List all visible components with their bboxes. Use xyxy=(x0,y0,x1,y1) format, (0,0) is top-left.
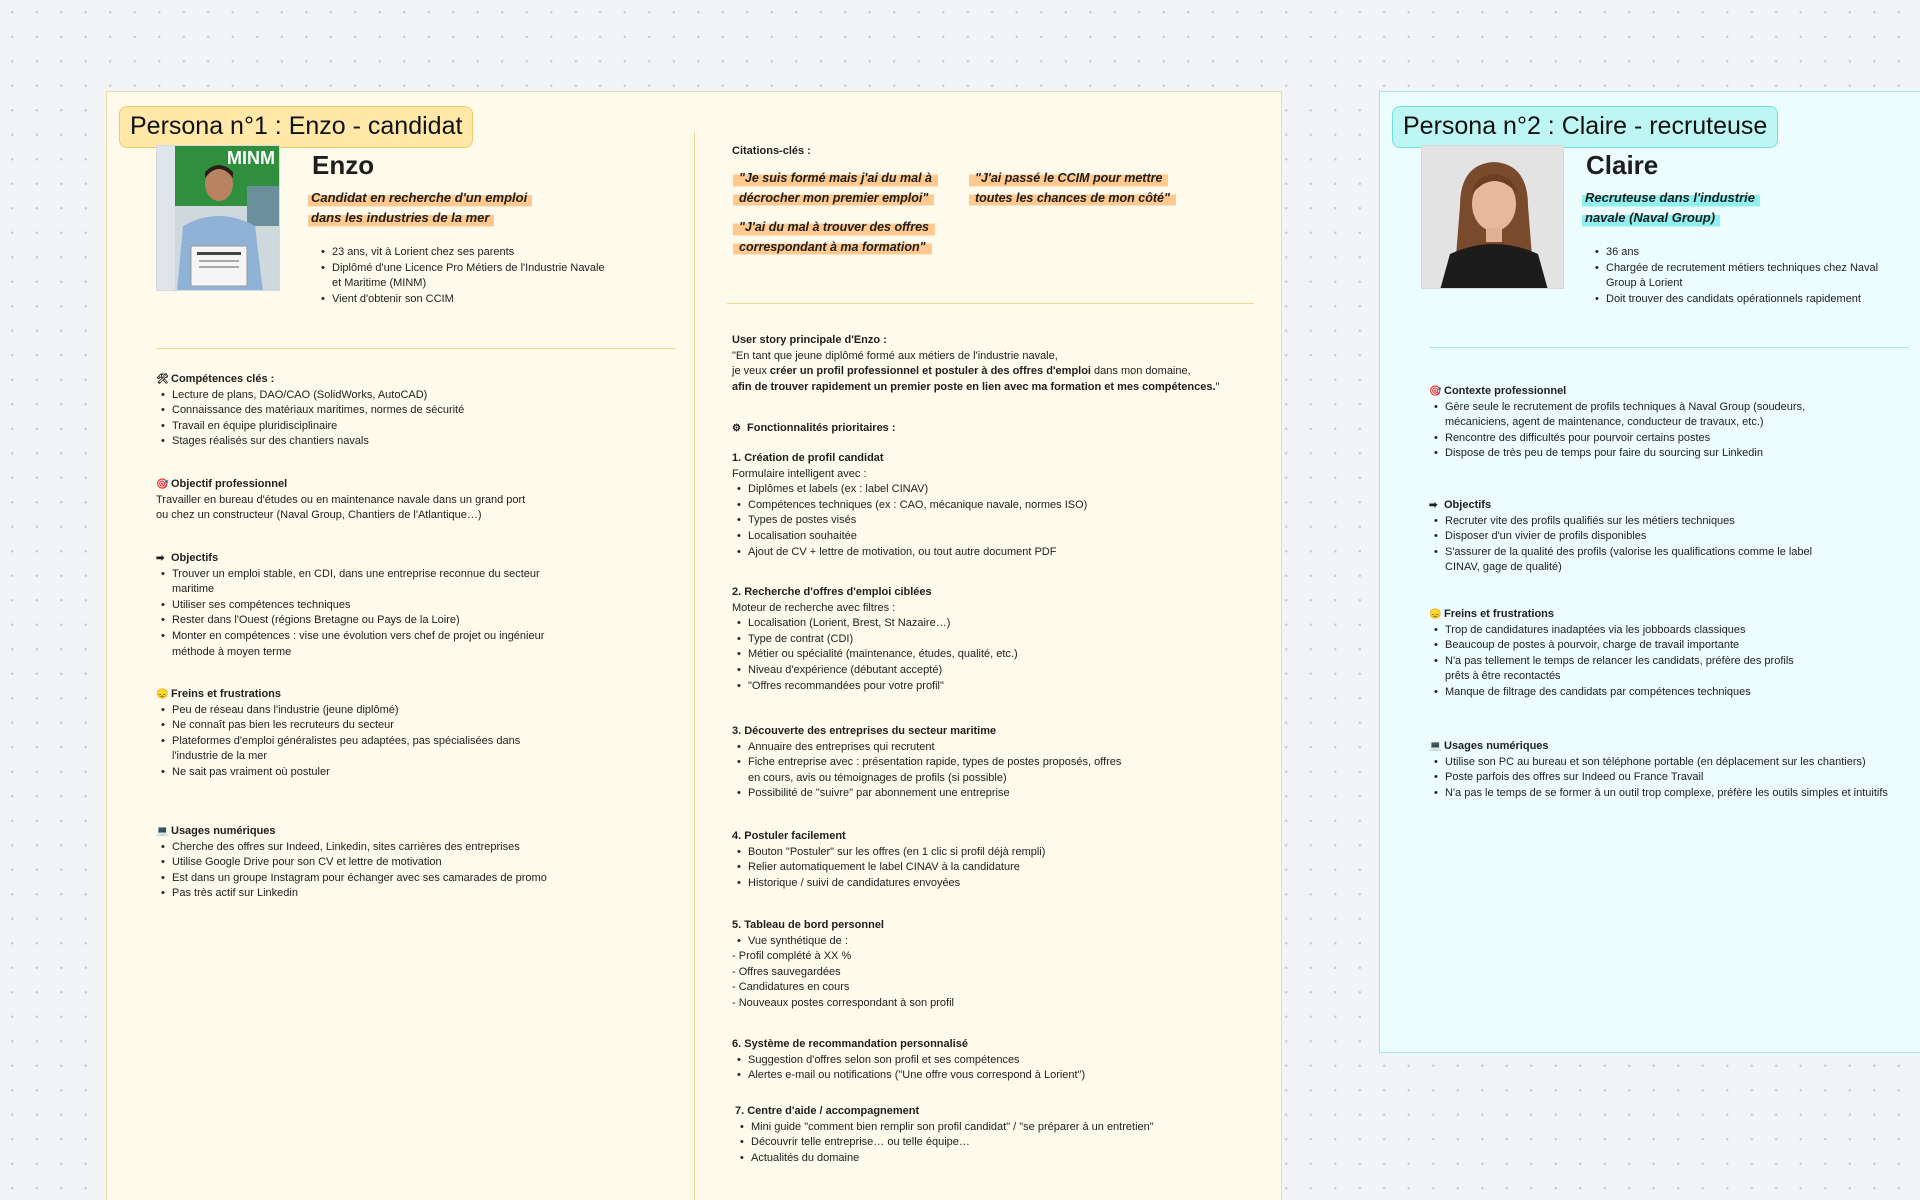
list-item: • Travail en équipe pluridisciplinaire xyxy=(156,419,576,435)
list-item: • Compétences techniques (ex : CAO, mécanique navale, normes ISO) xyxy=(732,498,1132,514)
arrow-right-icon: ➡ xyxy=(1429,500,1438,511)
feature-section xyxy=(732,585,1132,694)
fact-item: • Diplômé d'une Licence Pro Métiers de l'Industrie Navale et Maritime (MINM) xyxy=(316,261,616,292)
enzo-photo xyxy=(156,145,280,291)
list-item: • Vue synthétique de : xyxy=(732,934,1132,950)
list-item: • Ajout de CV + lettre de motivation, ou tout autre document PDF xyxy=(732,545,1132,561)
feature-title: 1. Création de profil candidat xyxy=(732,452,884,464)
list-item: • Plateformes d'emploi généralistes peu adaptées, pas spécialisées dans l'industrie de la mer xyxy=(156,734,546,765)
user-story-line: "En tant que jeune diplômé formé aux métiers de l'industrie navale, xyxy=(732,349,1058,362)
quote-line: correspondant à ma formation" xyxy=(733,238,932,258)
fact-item: • 23 ans, vit à Lorient chez ses parents xyxy=(316,245,616,261)
freins-section xyxy=(1429,607,1814,701)
persona-name: Enzo xyxy=(312,150,375,180)
objectifs-section xyxy=(156,551,546,660)
list-item: • Types de postes visés xyxy=(732,513,1132,529)
arrow-right-icon: ➡ xyxy=(156,553,165,564)
list-item: • Diplômes et labels (ex : label CINAV) xyxy=(732,482,1132,498)
list-item: • Lecture de plans, DAO/CAO (SolidWorks, AutoCAD) xyxy=(156,388,576,404)
feature-title: 7. Centre d'aide / accompagnement xyxy=(735,1105,920,1117)
list-item: • Recruter vite des profils qualifiés sur les métiers techniques xyxy=(1429,514,1814,530)
section-title: Usages numériques xyxy=(1444,740,1549,752)
target-icon: 🎯 xyxy=(156,479,169,490)
list-item: • Niveau d'expérience (débutant accepté) xyxy=(732,663,1132,679)
persona-name: Claire xyxy=(1586,150,1659,180)
objectif-pro-section xyxy=(156,477,536,524)
list-item: • Annuaire des entreprises qui recrutent xyxy=(732,740,1132,756)
persona-tagline xyxy=(308,188,532,228)
list-item: • Relier automatiquement le label CINAV à la candidature xyxy=(732,860,1132,876)
section-title: Freins et frustrations xyxy=(1444,608,1555,620)
quote-line: "Je suis formé mais j'ai du mal à xyxy=(733,169,938,189)
list-item: • Ne sait pas vraiment où postuler xyxy=(156,765,546,781)
list-item: • "Offres recommandées pour votre profil" xyxy=(732,679,1132,695)
list-item: • Mini guide "comment bien remplir son profil candidat" / "se préparer à un entretien" xyxy=(735,1120,1175,1136)
fact-item: • Chargée de recrutement métiers techniques chez Naval Group à Lorient xyxy=(1590,261,1882,292)
gear-icon: ⚙ xyxy=(732,423,741,434)
section-title: User story principale d'Enzo : xyxy=(732,334,887,346)
dash-item: - Offres sauvegardées xyxy=(732,965,1132,981)
fonctionnalites-title: ⚙ Fonctionnalités prioritaires : xyxy=(732,421,896,437)
list-item: • Manque de filtrage des candidats par compétences techniques xyxy=(1429,685,1814,701)
list-item: • S'assurer de la qualité des profils (valorise les qualifications comme le label CINAV, gage de qualité) xyxy=(1429,545,1814,576)
list-item: • N'a pas tellement le temps de relancer les candidats, préfère des profils prêts à être recontactés xyxy=(1429,654,1814,685)
feature-intro: Formulaire intelligent avec : xyxy=(732,467,867,480)
claire-photo xyxy=(1421,145,1564,289)
quote-card xyxy=(733,169,938,208)
objectifs-section xyxy=(1429,498,1814,576)
citations-title: Citations-clés : xyxy=(732,145,811,157)
list-item: • Ne connaît pas bien les recruteurs du secteur xyxy=(156,718,546,734)
usages-section xyxy=(156,824,576,902)
list-item: • N'a pas le temps de se former à un outil trop complexe, préfère les outils simples et intuitifs xyxy=(1429,786,1920,802)
feature-section xyxy=(732,724,1132,802)
feature-section xyxy=(732,451,1132,560)
list-item: • Possibilité de "suivre" par abonnement une entreprise xyxy=(732,786,1132,802)
list-item: • Utilise son PC au bureau et son téléphone portable (en déplacement sur les chantiers) xyxy=(1429,755,1920,771)
target-icon: 🎯 xyxy=(1429,386,1442,397)
frowning-face-icon: 😞 xyxy=(156,689,169,700)
claire-photo-image xyxy=(1422,146,1564,289)
persona-frame-claire[interactable] xyxy=(1379,91,1920,1053)
list-item: • Disposer d'un vivier de profils disponibles xyxy=(1429,529,1814,545)
list-item: • Type de contrat (CDI) xyxy=(732,632,1132,648)
feature-section xyxy=(732,918,1132,1012)
photo-sign-text: MINM xyxy=(227,148,275,168)
list-item: • Suggestion d'offres selon son profil et ses compétences xyxy=(732,1053,1152,1069)
laptop-icon: 💻 xyxy=(156,826,169,837)
section-title: Freins et frustrations xyxy=(171,688,282,700)
tools-icon: 🛠 xyxy=(156,374,169,385)
feature-section xyxy=(735,1104,1175,1166)
section-title: Compétences clés : xyxy=(171,373,275,385)
quote-line: "J'ai passé le CCIM pour mettre xyxy=(969,169,1168,189)
user-story-line: je veux créer un profil professionnel et postuler à des offres d'emploi dans mon domaine, xyxy=(732,365,1191,378)
list-item: • Cherche des offres sur Indeed, Linkedin, sites carrières des entreprises xyxy=(156,840,576,856)
list-item: • Utiliser ses compétences techniques xyxy=(156,598,546,614)
persona-tagline xyxy=(1582,188,1760,228)
list-item: • Utilise Google Drive pour son CV et lettre de motivation xyxy=(156,855,576,871)
list-item: • Stages réalisés sur des chantiers navals xyxy=(156,434,576,450)
list-item: • Pas très actif sur Linkedin xyxy=(156,886,576,902)
feature-title: 3. Découverte des entreprises du secteur maritime xyxy=(732,725,997,737)
list-item: • Localisation (Lorient, Brest, St Nazaire…) xyxy=(732,616,1132,632)
quote-line: "J'ai du mal à trouver des offres xyxy=(733,218,935,238)
section-title: Objectifs xyxy=(171,552,219,564)
enzo-photo-image xyxy=(157,146,280,291)
list-item: • Rester dans l'Ouest (régions Bretagne ou Pays de la Loire) xyxy=(156,613,546,629)
section-title: Usages numériques xyxy=(171,825,276,837)
list-item: • Trouver un emploi stable, en CDI, dans une entreprise reconnue du secteur maritime xyxy=(156,567,546,598)
tagline-line: navale (Naval Group) xyxy=(1582,208,1720,228)
laptop-icon: 💻 xyxy=(1429,741,1442,752)
frame-title[interactable]: Persona n°1 : Enzo - candidat xyxy=(119,106,473,148)
list-item: • Localisation souhaitée xyxy=(732,529,1132,545)
fact-item: • Vient d'obtenir son CCIM xyxy=(316,292,616,308)
section-title: Contexte professionnel xyxy=(1444,385,1567,397)
section-title: Objectifs xyxy=(1444,499,1492,511)
quote-card xyxy=(969,169,1176,208)
feature-title: 4. Postuler facilement xyxy=(732,830,846,842)
user-story-line: afin de trouver rapidement un premier poste en lien avec ma formation et mes compétences." xyxy=(732,380,1220,393)
contexte-section xyxy=(1429,384,1809,462)
list-item: • Actualités du domaine xyxy=(735,1151,1175,1167)
tagline-line: Candidat en recherche d'un emploi xyxy=(308,188,532,208)
list-item: • Découvrir telle entreprise… ou telle équipe… xyxy=(735,1135,1175,1151)
usages-section xyxy=(1429,739,1920,801)
list-item: • Rencontre des difficultés pour pourvoir certains postes xyxy=(1429,431,1809,447)
competences-section xyxy=(156,372,576,450)
fact-item: • 36 ans xyxy=(1590,245,1882,261)
list-item: • Fiche entreprise avec : présentation rapide, types de postes proposés, offres en cours, avis ou témoignages de profils (si possible) xyxy=(732,755,1132,786)
divider xyxy=(1429,347,1909,348)
list-item: • Peu de réseau dans l'industrie (jeune diplômé) xyxy=(156,703,546,719)
list-item: • Bouton "Postuler" sur les offres (en 1 clic si profil déjà rempli) xyxy=(732,845,1132,861)
frowning-face-icon: 😞 xyxy=(1429,609,1442,620)
list-item: • Historique / suivi de candidatures envoyées xyxy=(732,876,1132,892)
list-item: • Gère seule le recrutement de profils techniques à Naval Group (soudeurs, mécaniciens, agent de maintenance, conducteur de travaux, etc.) xyxy=(1429,400,1809,431)
frame-title[interactable]: Persona n°2 : Claire - recruteuse xyxy=(1392,106,1778,148)
dash-item: - Nouveaux postes correspondant à son profil xyxy=(732,996,1132,1012)
feature-section xyxy=(732,1037,1152,1084)
user-story-section xyxy=(732,333,1272,395)
fact-item: • Doit trouver des candidats opérationnels rapidement xyxy=(1590,292,1882,308)
list-item: • Monter en compétences : vise une évolution vers chef de projet ou ingénieur méthode à moyen terme xyxy=(156,629,546,660)
tagline-line: Recruteuse dans l'industrie xyxy=(1582,188,1760,208)
persona-frame-enzo[interactable] xyxy=(106,91,1282,1200)
persona-facts xyxy=(1590,245,1882,307)
persona-facts xyxy=(316,245,616,307)
quote-card xyxy=(733,218,935,257)
feature-title: 2. Recherche d'offres d'emploi ciblées xyxy=(732,586,932,598)
section-title: Objectif professionnel xyxy=(171,478,288,490)
dash-item: - Profil complété à XX % xyxy=(732,949,1132,965)
column-divider xyxy=(694,132,695,1200)
list-item: • Poste parfois des offres sur Indeed ou France Travail xyxy=(1429,770,1920,786)
feature-intro: Moteur de recherche avec filtres : xyxy=(732,601,896,614)
list-item: • Dispose de très peu de temps pour faire du sourcing sur Linkedin xyxy=(1429,446,1809,462)
tagline-line: dans les industries de la mer xyxy=(308,208,494,228)
feature-title: 6. Système de recommandation personnalisé xyxy=(732,1038,968,1050)
divider xyxy=(727,303,1254,304)
dash-item: - Candidatures en cours xyxy=(732,980,1132,996)
feature-title: 5. Tableau de bord personnel xyxy=(732,919,884,931)
quote-line: toutes les chances de mon côté" xyxy=(969,189,1176,209)
list-item: • Trop de candidatures inadaptées via les jobboards classiques xyxy=(1429,623,1814,639)
list-item: • Métier ou spécialité (maintenance, études, qualité, etc.) xyxy=(732,647,1132,663)
section-text: Travailler en bureau d'études ou en maintenance navale dans un grand port ou chez un constructeur (Naval Group, Chantiers de l'Atlantique…) xyxy=(156,493,526,522)
feature-section xyxy=(732,829,1132,891)
quote-line: décrocher mon premier emploi" xyxy=(733,189,934,209)
list-item: • Connaissance des matériaux maritimes, normes de sécurité xyxy=(156,403,576,419)
list-item: • Est dans un groupe Instagram pour échanger avec ses camarades de promo xyxy=(156,871,576,887)
list-item: • Beaucoup de postes à pourvoir, charge de travail importante xyxy=(1429,638,1814,654)
freins-section xyxy=(156,687,546,781)
divider xyxy=(156,348,676,349)
list-item: • Alertes e-mail ou notifications ("Une offre vous correspond à Lorient") xyxy=(732,1068,1152,1084)
